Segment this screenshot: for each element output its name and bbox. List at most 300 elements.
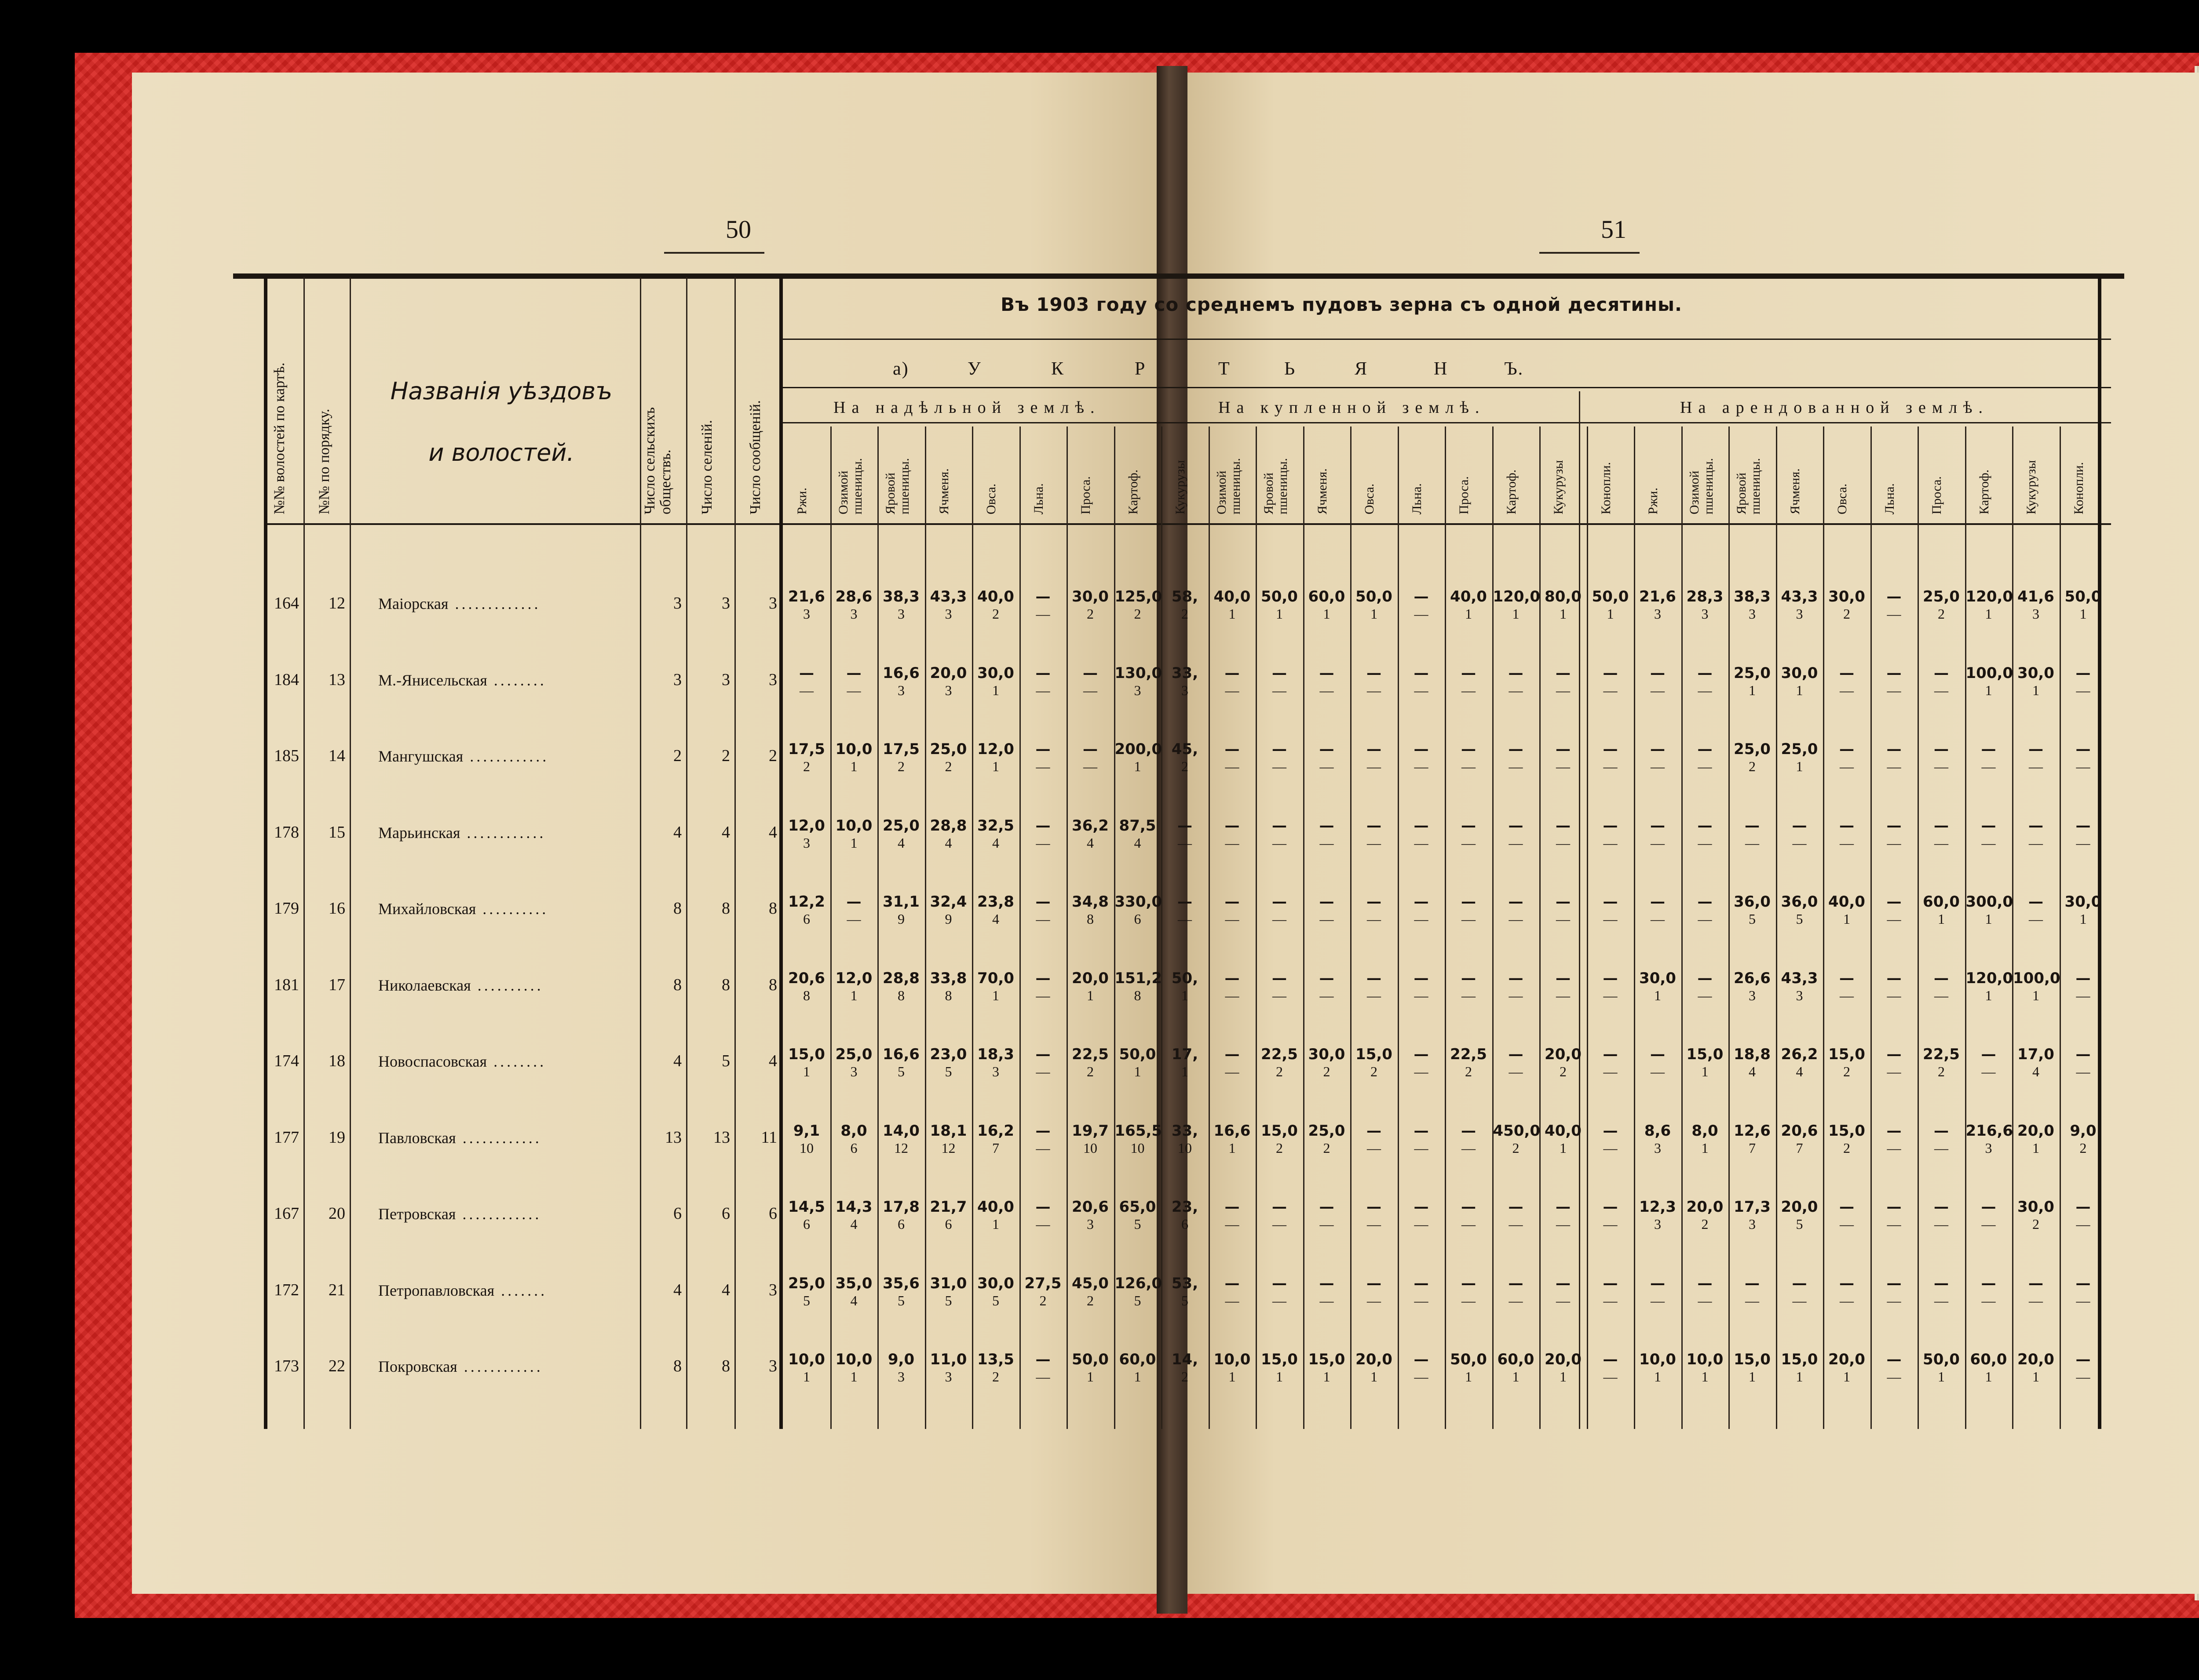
yield-cell-nadel (784, 1276, 829, 1308)
yield-cell-arend (1635, 1047, 1680, 1079)
yield-value: 14,5 (788, 1198, 825, 1216)
yield-count: 1 (1985, 911, 1992, 927)
yield-count: — (1319, 911, 1334, 927)
yield-value: — (1414, 740, 1429, 758)
yield-value: 20,0 (1072, 969, 1109, 987)
societies-count: 6 (673, 1204, 682, 1223)
yield-cell-arend (1777, 818, 1823, 850)
crop-label: Кукурузы (1551, 460, 1566, 514)
yield-cell-kupl (1399, 818, 1444, 850)
yield-value: 27,5 (1024, 1274, 1062, 1292)
yield-cell-nadel (973, 818, 1019, 850)
yield-value: — (1366, 1198, 1381, 1216)
yield-value: — (1697, 816, 1713, 835)
yield-cell-nadel (1115, 818, 1161, 850)
yield-value: — (1461, 1274, 1476, 1292)
yield-cell-arend (1777, 1047, 1823, 1079)
yield-value: 23, (1171, 1198, 1198, 1216)
yield-value: 20,6 (1781, 1122, 1818, 1140)
yield-value: — (1461, 893, 1476, 911)
yield-cell-nadel (878, 1123, 924, 1155)
yield-count: — (2029, 1292, 2043, 1308)
yield-value: 50,0 (1592, 588, 1629, 605)
societies-count: 3 (673, 670, 682, 689)
yield-value: — (1886, 1046, 1902, 1063)
yield-count: 1 (1228, 606, 1236, 622)
settlements-count: 2 (769, 747, 777, 765)
table-row (0, 661, 2199, 736)
yield-cell-nadel (1020, 971, 1066, 1002)
societies-count: 8 (673, 899, 682, 918)
yield-value: — (1035, 816, 1051, 835)
yield-count: — (1934, 987, 1948, 1003)
volost-name-text: Петропавловская (378, 1281, 495, 1299)
yield-value: — (1603, 664, 1618, 682)
volost-name-text: Николаевская (378, 976, 471, 994)
yield-cell-nadel (1020, 1352, 1066, 1384)
yield-value: — (1177, 893, 1192, 911)
yield-cell-kupl (1446, 1352, 1491, 1384)
yield-cell-arend (2013, 894, 2059, 926)
yield-cell-arend (1871, 1123, 1917, 1155)
yield-value: 28,6 (835, 588, 873, 605)
yield-value: — (1556, 969, 1571, 987)
col-label-order: №№ по порядку. (316, 408, 332, 514)
leader-dots: .......... (471, 976, 544, 994)
yield-count: — (1414, 682, 1428, 698)
yield-cell-arend (2060, 818, 2106, 850)
yield-value: — (1319, 893, 1334, 911)
yield-count: — (1556, 987, 1570, 1003)
yield-count: — (1509, 1292, 1523, 1308)
volost-name (378, 1052, 546, 1071)
yield-value: 12,0 (835, 969, 873, 987)
yield-count: 1 (2079, 606, 2087, 622)
yield-cell-arend (1777, 1123, 1823, 1155)
yield-value: — (1792, 1274, 1807, 1292)
yield-cell-nadel (878, 1199, 924, 1231)
yield-count: 4 (1749, 1064, 1756, 1079)
ukr-letter: Р (1135, 359, 1146, 379)
yield-cell-arend (2013, 1047, 2059, 1079)
yield-count: — (847, 911, 861, 927)
ukr-letter: К (1051, 359, 1065, 379)
yield-value: — (1556, 740, 1571, 758)
volost-name (378, 1357, 543, 1376)
yield-cell-kupl (1446, 1199, 1491, 1231)
leader-dots: ............ (456, 1129, 542, 1147)
yield-cell-kupl (1446, 1276, 1491, 1308)
yield-value: 22,5 (1923, 1046, 1960, 1063)
yield-value: 15,0 (1781, 1351, 1818, 1368)
ukr-letter: Т (1218, 359, 1231, 379)
yield-cell-arend (1871, 818, 1917, 850)
yield-count: 1 (850, 1369, 858, 1385)
yield-count: — (1178, 911, 1192, 927)
yield-count: — (1698, 835, 1712, 851)
yield-count: — (1367, 758, 1381, 774)
yield-count: — (1840, 1292, 1854, 1308)
yield-count: — (1698, 682, 1712, 698)
yield-value: — (1508, 1274, 1523, 1292)
leader-dots: ........ (487, 671, 547, 689)
yield-count: 8 (945, 987, 952, 1003)
yield-value: 30,0 (1781, 664, 1818, 682)
yield-value: 33, (1171, 1122, 1198, 1140)
yield-value: — (1224, 740, 1240, 758)
yield-cell-kupl (1257, 1047, 1302, 1079)
page-number-right: 51 (1601, 215, 1626, 244)
yield-value: 26,6 (1734, 969, 1771, 987)
yield-value: 36,2 (1072, 816, 1109, 835)
crop-label: Ржи. (795, 488, 809, 514)
yield-count: 3 (1749, 1216, 1756, 1232)
settlements-count: 6 (769, 1204, 777, 1223)
map-number: 173 (274, 1357, 299, 1375)
yield-count: 3 (1796, 606, 1803, 622)
yield-count: 9 (898, 911, 905, 927)
volost-name-text: Михайловская (378, 900, 476, 918)
yield-value: — (1886, 740, 1902, 758)
yield-count: 5 (1134, 1292, 1141, 1308)
yield-count: — (1367, 835, 1381, 851)
table-row (0, 1272, 2199, 1346)
yield-cell-arend (2060, 1199, 2106, 1231)
yield-cell-nadel (1067, 666, 1113, 697)
yield-count: 5 (945, 1064, 952, 1079)
yield-count: 8 (898, 987, 905, 1003)
yield-value: — (1035, 1351, 1051, 1368)
yield-cell-arend (1871, 742, 1917, 773)
yield-count: — (1367, 1292, 1381, 1308)
yield-value: — (1366, 1122, 1381, 1140)
yield-cell-kupl (1399, 1276, 1444, 1308)
yield-count: 10 (800, 1140, 814, 1156)
yield-cell-nadel (1162, 894, 1208, 926)
yield-cell-arend (1824, 818, 1870, 850)
yield-cell-kupl (1304, 589, 1350, 621)
table-row (0, 737, 2199, 812)
yield-cell-arend (1729, 1123, 1775, 1155)
yield-value: — (1414, 969, 1429, 987)
yield-cell-kupl (1399, 589, 1444, 621)
yield-count: 1 (1938, 1369, 1945, 1385)
yield-value: — (1697, 740, 1713, 758)
yield-cell-kupl (1588, 1352, 1633, 1384)
yield-cell-kupl (1493, 742, 1539, 773)
crop-label: Ржи. (1646, 488, 1660, 514)
yield-value: — (1934, 1122, 1949, 1140)
yield-cell-nadel (878, 1047, 924, 1079)
yield-value: — (1319, 969, 1334, 987)
yield-count: 7 (1796, 1140, 1803, 1156)
yield-value: 25,0 (883, 816, 920, 835)
yield-value: — (1934, 664, 1949, 682)
yield-value: 20,0 (1545, 1351, 1582, 1368)
yield-value: — (1508, 816, 1523, 835)
yield-value: 100,0 (1965, 664, 2013, 682)
villages-count: 3 (722, 670, 730, 689)
yield-value: 80,0 (1545, 588, 1582, 605)
yield-cell-arend (1824, 1276, 1870, 1308)
yield-cell-nadel (1020, 894, 1066, 926)
map-number: 178 (274, 823, 299, 842)
yield-count: 1 (1796, 758, 1803, 774)
yield-cell-arend (2013, 1276, 2059, 1308)
yield-cell-arend (1635, 894, 1680, 926)
yield-cell-nadel (784, 1047, 829, 1079)
yield-cell-nadel (1115, 894, 1161, 926)
yield-count: — (1036, 835, 1050, 851)
yield-cell-nadel (1067, 818, 1113, 850)
sections-rule (783, 422, 2111, 423)
yield-value: 32,5 (977, 816, 1014, 835)
yield-count: — (2029, 758, 2043, 774)
map-number: 164 (274, 594, 299, 612)
yield-cell-nadel (878, 666, 924, 697)
yield-value: 20,0 (1545, 1046, 1582, 1063)
yield-value: — (1745, 816, 1760, 835)
yield-cell-arend (2013, 1352, 2059, 1384)
yield-value: — (1366, 969, 1381, 987)
volost-name-text: Павловская (378, 1129, 456, 1147)
yield-cell-arend (1824, 666, 1870, 697)
yield-cell-arend (1824, 1047, 1870, 1079)
yield-value: 50,0 (1923, 1351, 1960, 1368)
yield-count: 2 (1323, 1140, 1330, 1156)
yield-cell-kupl (1257, 1276, 1302, 1308)
leader-dots: ............ (463, 747, 549, 765)
yield-cell-arend (2060, 742, 2106, 773)
yield-cell-kupl (1588, 894, 1633, 926)
volost-name (378, 671, 547, 689)
yield-count: — (1319, 1216, 1334, 1232)
yield-count: — (1367, 911, 1381, 927)
yield-count: 1 (1749, 682, 1756, 698)
yield-value: — (1224, 816, 1240, 835)
yield-value: 10,0 (1639, 1351, 1676, 1368)
crop-label: Льна. (1882, 483, 1897, 514)
crop-label: Картоф. (1125, 469, 1140, 514)
yield-cell-nadel (784, 894, 829, 926)
yield-value: 450,0 (1493, 1122, 1541, 1140)
yield-value: 21,6 (1639, 588, 1676, 605)
crop-label: Яровой пшеницы. (1261, 458, 1290, 514)
yield-value: — (1461, 816, 1476, 835)
yield-count: 4 (1796, 1064, 1803, 1079)
yield-cell-arend (2013, 742, 2059, 773)
yield-cell-nadel (1162, 1276, 1208, 1308)
yield-cell-nadel (1067, 971, 1113, 1002)
yield-cell-arend (1777, 1199, 1823, 1231)
yield-cell-kupl (1540, 1352, 1586, 1384)
yield-value: — (1461, 740, 1476, 758)
yield-count: 2 (1181, 606, 1188, 622)
yield-count: — (2076, 835, 2090, 851)
yield-cell-nadel (1162, 742, 1208, 773)
yield-cell-kupl (1588, 589, 1633, 621)
yield-count: 2 (1938, 606, 1945, 622)
yield-count: 5 (945, 1292, 952, 1308)
yield-cell-nadel (878, 742, 924, 773)
yield-count: — (1036, 606, 1050, 622)
yield-value: 34,8 (1072, 893, 1109, 911)
yield-value: — (1461, 969, 1476, 987)
yield-value: 50,0 (1119, 1046, 1156, 1063)
yield-cell-kupl (1540, 818, 1586, 850)
yield-value: 23,0 (930, 1046, 967, 1063)
yield-cell-nadel (1115, 1199, 1161, 1231)
yield-value: 33,8 (930, 969, 967, 987)
yield-cell-kupl (1304, 971, 1350, 1002)
yield-value: 216,6 (1965, 1122, 2013, 1140)
yield-cell-arend (1682, 1123, 1728, 1155)
societies-count: 4 (673, 823, 682, 842)
yield-count: — (2076, 1369, 2090, 1385)
yield-value: 20,0 (1828, 1351, 1865, 1368)
yield-count: — (1414, 1140, 1428, 1156)
yield-cell-arend (1966, 1352, 2012, 1384)
yield-count: — (1887, 758, 1901, 774)
yield-count: 2 (992, 606, 999, 622)
yield-value: 28,3 (1686, 588, 1724, 605)
yield-value: — (799, 664, 814, 682)
yield-value: — (1508, 893, 1523, 911)
crop-label: Ячменя. (936, 468, 951, 514)
yield-value: 12,0 (788, 816, 825, 835)
yield-value: 20,0 (1686, 1198, 1724, 1216)
yield-cell-arend (1824, 894, 1870, 926)
yield-cell-arend (1729, 1047, 1775, 1079)
yield-count: 1 (1843, 1369, 1850, 1385)
yield-count: 3 (945, 606, 952, 622)
yield-cell-nadel (1020, 1047, 1066, 1079)
yield-count: 1 (2079, 911, 2087, 927)
yield-cell-arend (1777, 742, 1823, 773)
societies-count: 13 (665, 1128, 682, 1147)
map-number: 167 (274, 1204, 299, 1223)
yield-count: 1 (1701, 1140, 1709, 1156)
yield-count: — (1272, 987, 1286, 1003)
yield-value: — (1981, 740, 1996, 758)
yield-cell-nadel (926, 1352, 972, 1384)
yield-count: 5 (1749, 911, 1756, 927)
yield-cell-arend (1918, 1047, 1964, 1079)
yield-value: 21,6 (788, 588, 825, 605)
yield-value: 35,6 (883, 1274, 920, 1292)
yield-value: 22,5 (1261, 1046, 1298, 1063)
yield-count: — (1792, 835, 1807, 851)
leader-dots: ....... (494, 1281, 548, 1299)
yield-count: 1 (1465, 1369, 1472, 1385)
yield-cell-nadel (926, 971, 972, 1002)
yield-cell-nadel (973, 589, 1019, 621)
yield-value: — (1697, 1274, 1713, 1292)
yield-cell-arend (2060, 971, 2106, 1002)
villages-count: 8 (722, 1357, 730, 1375)
yield-cell-kupl (1399, 1047, 1444, 1079)
yield-value: — (2075, 1351, 2091, 1368)
table-row (0, 1195, 2199, 1270)
yield-value: 58, (1171, 588, 1198, 605)
yield-cell-nadel (1115, 1123, 1161, 1155)
yield-cell-arend (1918, 666, 1964, 697)
yield-count: 3 (1796, 987, 1803, 1003)
table-row (0, 966, 2199, 1041)
yield-count: — (1840, 987, 1854, 1003)
yield-cell-nadel (1067, 1047, 1113, 1079)
yield-value: 15,0 (1261, 1122, 1298, 1140)
yield-count: — (1603, 911, 1618, 927)
yield-cell-arend (1635, 971, 1680, 1002)
yield-value: 43,3 (1781, 969, 1818, 987)
yield-count: 2 (1276, 1140, 1283, 1156)
yield-count: — (1319, 987, 1334, 1003)
yield-cell-kupl (1257, 818, 1302, 850)
yield-value: — (1366, 816, 1381, 835)
yield-value: — (1934, 969, 1949, 987)
yield-cell-nadel (1067, 1276, 1113, 1308)
yield-value: 40,0 (1450, 588, 1487, 605)
yield-value: — (2028, 740, 2043, 758)
societies-count: 4 (673, 1052, 682, 1070)
yield-count: — (1509, 1064, 1523, 1079)
map-number: 181 (274, 975, 299, 994)
yield-cell-nadel (1067, 589, 1113, 621)
yield-count: — (1461, 758, 1476, 774)
yield-cell-arend (2013, 971, 2059, 1002)
yield-cell-kupl (1209, 1199, 1255, 1231)
yield-cell-kupl (1304, 1123, 1350, 1155)
yield-cell-kupl (1588, 1123, 1633, 1155)
yield-count: — (1036, 1140, 1050, 1156)
crop-label: Ячменя. (1315, 468, 1330, 514)
yield-value: 31,1 (883, 893, 920, 911)
yield-cell-arend (1682, 742, 1728, 773)
yield-value: — (1035, 740, 1051, 758)
yield-count: 2 (1087, 1292, 1094, 1308)
yield-value: — (1366, 1274, 1381, 1292)
yield-value: 8,0 (840, 1122, 867, 1140)
crop-label: Овса. (1835, 483, 1849, 514)
yield-cell-kupl (1351, 971, 1397, 1002)
yield-cell-nadel (1115, 1352, 1161, 1384)
yield-count: 1 (1607, 606, 1614, 622)
col-label-map: №№ волостей по картѣ. (271, 362, 288, 514)
yield-value: 14, (1171, 1351, 1198, 1368)
yield-count: 8 (803, 987, 810, 1003)
yield-count: — (1887, 1369, 1901, 1385)
crop-label: Ячменя. (1787, 468, 1802, 514)
yield-count: 2 (803, 758, 810, 774)
map-number: 177 (274, 1128, 299, 1147)
yield-cell-nadel (1067, 1352, 1113, 1384)
yield-cell-arend (1871, 971, 1917, 1002)
yield-cell-kupl (1351, 1276, 1397, 1308)
yield-value: 18,1 (930, 1122, 967, 1140)
yield-cell-kupl (1209, 1123, 1255, 1155)
ukr-letter: Н (1434, 359, 1448, 379)
yield-cell-nadel (831, 894, 877, 926)
yield-count: — (1603, 835, 1618, 851)
yield-count: 1 (1087, 987, 1094, 1003)
yield-count: 1 (1512, 1369, 1520, 1385)
yield-value: 20,0 (1781, 1198, 1818, 1216)
yield-cell-arend (2060, 1352, 2106, 1384)
yield-count: — (1603, 1216, 1618, 1232)
yield-value: — (1556, 664, 1571, 682)
yield-value: 30,0 (1308, 1046, 1345, 1063)
